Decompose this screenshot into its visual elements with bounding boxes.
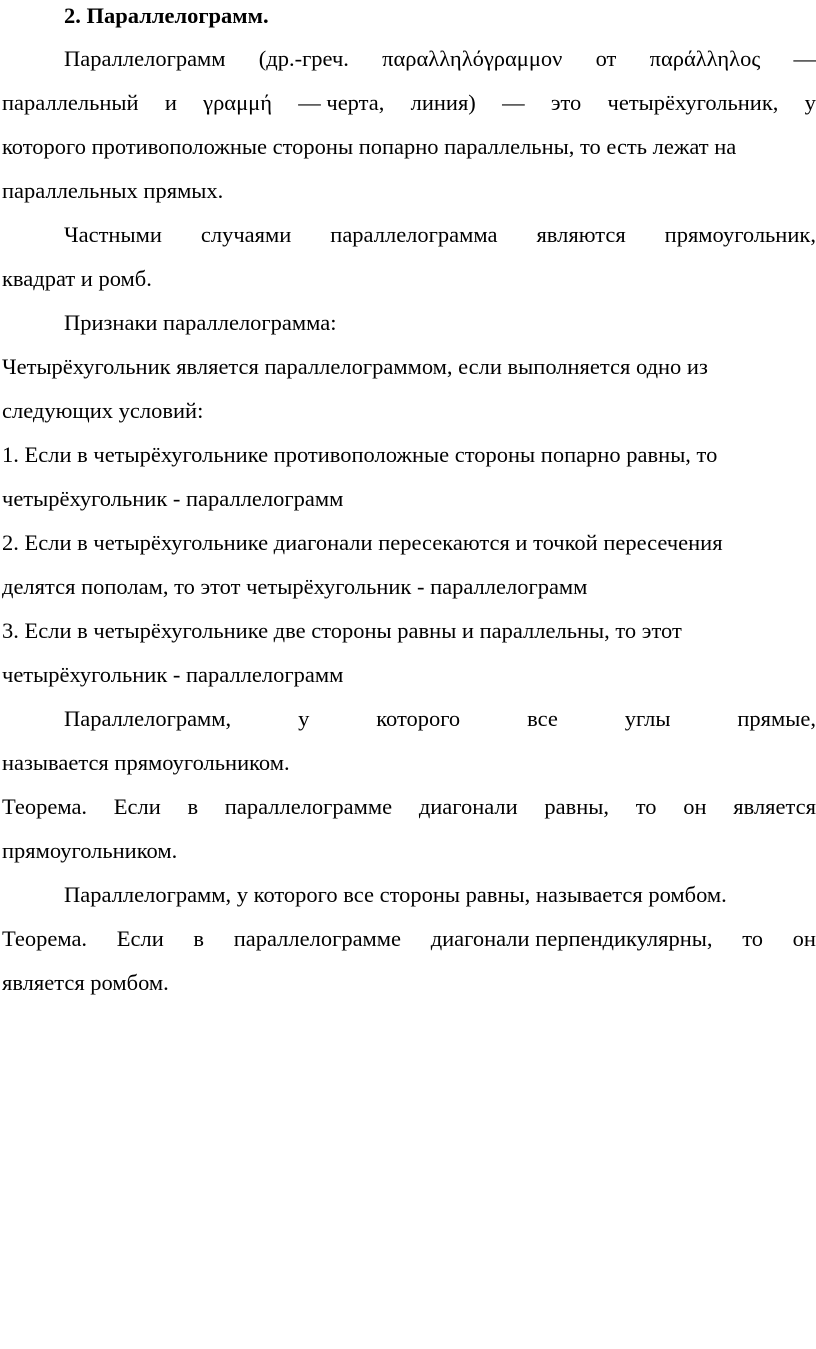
list-item-continuation: четырёхугольник - параллелограмм — [2, 486, 344, 511]
word: от — [595, 46, 617, 71]
list-item: 1. Если в четырёхугольнике противоположные стороны попарно равны, то — [2, 442, 718, 467]
paragraph-line — [2, 89, 816, 117]
word: все — [527, 706, 558, 731]
word: παράλληλος — [649, 46, 761, 71]
word: в — [187, 794, 199, 819]
word: параллелограмма — [330, 222, 498, 247]
paragraph-line: которого противоположные стороны попарно параллельны, то есть лежат на — [2, 134, 737, 159]
word: Параллелограмм, — [64, 706, 232, 731]
word: — — [502, 90, 525, 115]
list-item-continuation: четырёхугольник - параллелограмм — [2, 662, 344, 687]
word: диагонали — [418, 794, 518, 819]
word: случаями — [200, 222, 292, 247]
paragraph-line — [64, 221, 816, 249]
word: Теорема. — [2, 794, 88, 819]
word: γραμμή — [203, 90, 272, 115]
list-item-continuation: делятся пополам, то этот четырёхугольник - параллелограмм — [2, 574, 588, 599]
word: четырёхугольник, — [607, 90, 779, 115]
word: он — [683, 794, 707, 819]
word: параллелограмме — [233, 926, 402, 951]
paragraph-line: Четырёхугольник является параллелограммом, если выполняется одно из — [2, 354, 708, 379]
word: это — [550, 90, 582, 115]
theorem-line — [2, 925, 816, 953]
theorem-line: является ромбом. — [2, 970, 169, 995]
word: — черта, — [298, 90, 385, 115]
word: параллельный — [2, 90, 139, 115]
word: являются — [536, 222, 626, 247]
paragraph-line: следующих условий: — [2, 398, 204, 423]
word: в — [193, 926, 205, 951]
paragraph-line: квадрат и ромб. — [2, 266, 152, 291]
section-heading: 2. Параллелограмм. — [64, 3, 269, 28]
word: линия) — [410, 90, 476, 115]
word: Если — [116, 926, 164, 951]
word: диагонали перпендикулярны, — [430, 926, 713, 951]
word: равны, — [544, 794, 610, 819]
paragraph-line — [64, 705, 816, 733]
word: является — [733, 794, 816, 819]
word: то — [635, 794, 657, 819]
list-item: 2. Если в четырёхугольнике диагонали пересекаются и точкой пересечения — [2, 530, 723, 555]
word: Если — [113, 794, 161, 819]
paragraph-line: называется прямоугольником. — [2, 750, 290, 775]
word: Теорема. — [2, 926, 88, 951]
word: прямые, — [737, 706, 816, 731]
word: у — [804, 90, 816, 115]
theorem-line — [2, 793, 816, 821]
word: углы — [624, 706, 671, 731]
signs-title: Признаки параллелограмма: — [64, 310, 337, 335]
paragraph-line: Параллелограмм, у которого все стороны равны, называется ромбом. — [64, 882, 727, 907]
word: (др.-греч. — [258, 46, 349, 71]
paragraph-line: параллельных прямых. — [2, 178, 224, 203]
word: он — [792, 926, 816, 951]
word: у — [298, 706, 310, 731]
word: которого — [376, 706, 461, 731]
word: Частными — [64, 222, 162, 247]
word: то — [742, 926, 763, 951]
theorem-line: прямоугольником. — [2, 838, 178, 863]
word: παραλληλόγραμμον — [382, 46, 563, 71]
word: Параллелограмм — [64, 46, 226, 71]
word: — — [793, 46, 816, 71]
paragraph-line — [64, 45, 816, 73]
word: параллелограмме — [224, 794, 393, 819]
word: и — [164, 90, 177, 115]
list-item: 3. Если в четырёхугольнике две стороны равны и параллельны, то этот — [2, 618, 682, 643]
word: прямоугольник, — [664, 222, 816, 247]
